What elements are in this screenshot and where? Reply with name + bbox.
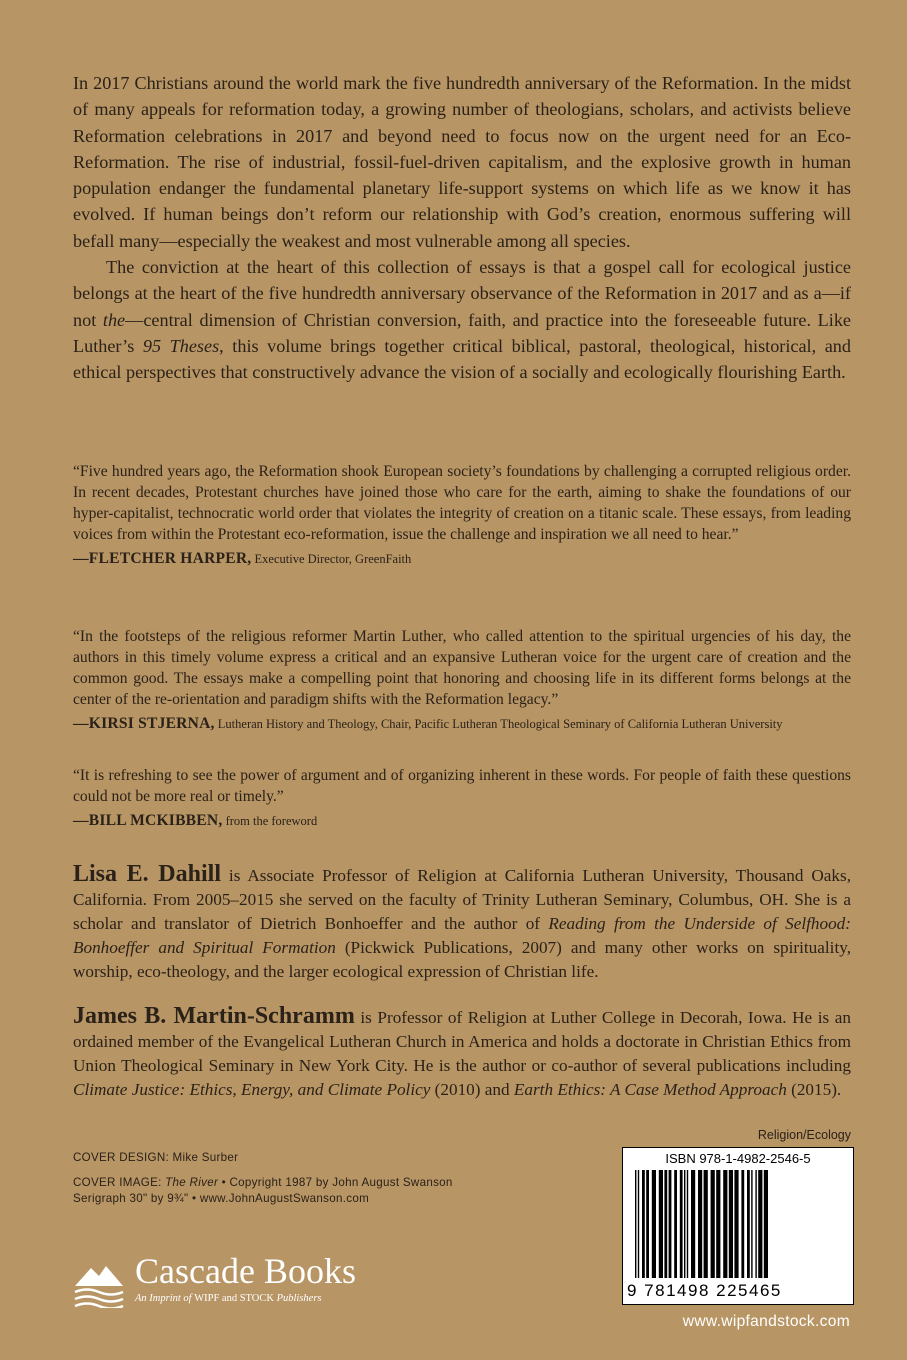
barcode-bar	[751, 1170, 752, 1278]
blurb-p2-em: the	[102, 309, 126, 330]
image-credit-copyright: • Copyright 1987 by John August Swanson	[218, 1176, 453, 1189]
bio-text-a: is Professor of Religion at Luther College in Decorah, Iowa. He is an ordained member of the Evangelical Lutheran Church in America and holds a doctorate in Christian Ethics from Union Theological Seminary in New York City. He is the author or co-author of several publications including	[73, 1008, 852, 1075]
author-bio-dahill	[73, 862, 851, 984]
publisher-website[interactable]: www.wipfandstock.com	[682, 1313, 850, 1330]
barcode-digits: 9 781498 225465	[627, 1281, 782, 1300]
barcode-bar	[642, 1170, 645, 1278]
bio-text-c: (2015).	[786, 1080, 842, 1099]
barcode-bar	[755, 1170, 756, 1278]
endorser-role: Lutheran History and Theology, Chair, Pacific Lutheran Theological Seminary of California Lutheran University	[214, 717, 783, 731]
endorser-role: Executive Director, GreenFaith	[251, 552, 412, 566]
barcode-bar	[716, 1170, 720, 1278]
cover-image-credit	[73, 1175, 453, 1207]
blurb-paragraph-2	[73, 254, 851, 385]
endorsement-quote: “In the footsteps of the religious reformer Martin Luther, who called attention to the spiritual urgencies of his day, the authors in this timely volume express a critical and an expansive Lutheran voice for the urgent care of creation and the common good. The essays make a compelling point that honoring and choosing life in its different forms belongs at the center of the re-orientation and paradigm shifts with the Reformation legacy.”	[73, 628, 851, 708]
mountain-river-icon	[73, 1256, 125, 1308]
barcode-bar	[674, 1170, 677, 1278]
bio-book-title-2: Earth Ethics: A Case Method Approach	[513, 1080, 787, 1099]
image-title: The River	[165, 1176, 219, 1189]
bio-text-b: (2010) and	[430, 1080, 514, 1099]
barcode-bar	[758, 1170, 762, 1278]
endorsement-harper	[73, 461, 851, 570]
barcode-bar	[652, 1170, 656, 1278]
blurb-p2-text-a: The conviction at the heart of this collection of essays is that a gospel call for ecological justice belongs at the heart of the five hundredth anniversary observance of the Reformation in 2017 and as a—if not	[73, 257, 851, 330]
barcode-bar	[664, 1170, 667, 1278]
barcode-bar	[729, 1170, 733, 1278]
barcode-bar	[741, 1170, 744, 1278]
image-credit-label: COVER IMAGE:	[73, 1176, 166, 1189]
barcode-icon	[631, 1170, 845, 1278]
endorsement-attribution	[73, 548, 851, 570]
barcode-bar	[747, 1170, 750, 1278]
cover-blurb	[73, 70, 851, 386]
barcode-bar	[764, 1170, 768, 1278]
blurb-paragraph-1: In 2017 Christians around the world mark the five hundredth anniversary of the Reformation. In the midst of many appeals for reformation today, a growing number of theologians, scholars, and activists believe Reformation celebrations in 2017 and beyond need to focus now on the urgent need for an Eco-Reformation. The rise of industrial, fossil-fuel-driven capitalism, and the explosive growth in human population endanger the fundamental planetary life-support systems on which life as we know it has evolved. If human beings don’t reform our relationship with God’s creation, enormous suffering will befall many—especially the weakest and most vulnerable among all species.	[73, 73, 851, 251]
author-name: Lisa E. Dahill	[73, 861, 221, 887]
barcode-bar	[646, 1170, 649, 1278]
blurb-p2-text-c: , this volume brings together critical biblical, pastoral, theological, historical, and ethical perspectives that constructively advance the vision of a socially and ecologically flourishing Earth.	[73, 335, 851, 383]
bio-text-b: (Pickwick Publications, 2007) and many other works on spirituality, worship, eco-theology, and the larger ecological expression of Christian life.	[73, 938, 851, 981]
endorser-name: —BILL MCKIBBEN,	[73, 812, 223, 829]
bio-book-title: Climate Justice: Ethics, Energy, and Climate Policy	[73, 1080, 431, 1099]
barcode-bar	[680, 1170, 683, 1278]
barcode-bar	[669, 1170, 672, 1278]
barcode-bar	[711, 1170, 715, 1278]
endorsement-quote: “It is refreshing to see the power of argument and of organizing inherent in these words. For people of faith these questions could not be more real or timely.”	[73, 767, 851, 805]
barcode-bar	[691, 1170, 695, 1278]
endorser-name: —FLETCHER HARPER,	[73, 550, 252, 567]
endorser-role: from the foreword	[222, 814, 318, 828]
barcode-bar	[638, 1170, 639, 1278]
tagline-b: WIPF and STOCK	[194, 1293, 274, 1304]
endorsement-quote: “Five hundred years ago, the Reformation shook European society’s foundations by challenging a corrupted religious order. In recent decades, Protestant churches have joined those who care for the earth, aiming to shake the foundations of our hyper-capitalist, technocratic world order that violates the integrity of creation on a titanic scale. These essays, from leading voices from within the Protestant eco-reformation, issue the challenge and inspiration we all need to hear.”	[73, 463, 851, 543]
design-credit-text: COVER DESIGN: Mike Surber	[73, 1151, 239, 1164]
barcode-bar	[659, 1170, 663, 1278]
author-name: James B. Martin-Schramm	[73, 1003, 355, 1029]
endorsement-attribution	[73, 713, 851, 735]
author-bio-martin-schramm	[73, 1004, 851, 1102]
bio-text-a: is Associate Professor of Religion at California Lutheran University, Thousand Oaks, California. From 2005–2015 she served on the faculty of Trinity Lutheran Seminary, Columbus, OH. She is a scholar and translator of Dietrich Bonhoeffer and the author of	[73, 866, 851, 933]
endorser-name: —KIRSI STJERNA,	[73, 715, 215, 732]
barcode-bar	[684, 1170, 685, 1278]
tagline-a: An Imprint of	[135, 1293, 195, 1304]
publisher-tagline	[135, 1293, 322, 1304]
publisher-logo	[73, 1251, 403, 1314]
endorsement-mckibben	[73, 765, 851, 832]
blurb-p2-text-b: —central dimension of Christian conversion, faith, and practice into the foreseeable future. Like Luther’s	[73, 309, 851, 356]
cover-design-credit	[73, 1150, 238, 1166]
barcode-bar	[698, 1170, 702, 1278]
barcode-bar	[734, 1170, 738, 1278]
endorsement-stjerna	[73, 626, 851, 735]
category-label: Religion/Ecology	[757, 1128, 851, 1142]
isbn-text: ISBN 978-1-4982-2546-5	[665, 1151, 811, 1166]
image-credit-line2: Serigraph 30" by 9¾" • www.JohnAugustSwanson.com	[73, 1192, 370, 1205]
bio-book-title: Reading from the Underside of Selfhood: Bonhoeffer and Spiritual Formation	[73, 914, 851, 957]
endorsement-attribution	[73, 810, 851, 832]
barcode-box	[622, 1147, 854, 1305]
barcode-bar	[635, 1170, 636, 1278]
barcode-bar	[704, 1170, 708, 1278]
barcode-bar	[723, 1170, 727, 1278]
publisher-name: Cascade Books	[135, 1251, 356, 1291]
barcode-bar	[687, 1170, 688, 1278]
tagline-c: Publishers	[273, 1293, 322, 1304]
blurb-p2-em-theses: 95 Theses	[142, 335, 220, 356]
